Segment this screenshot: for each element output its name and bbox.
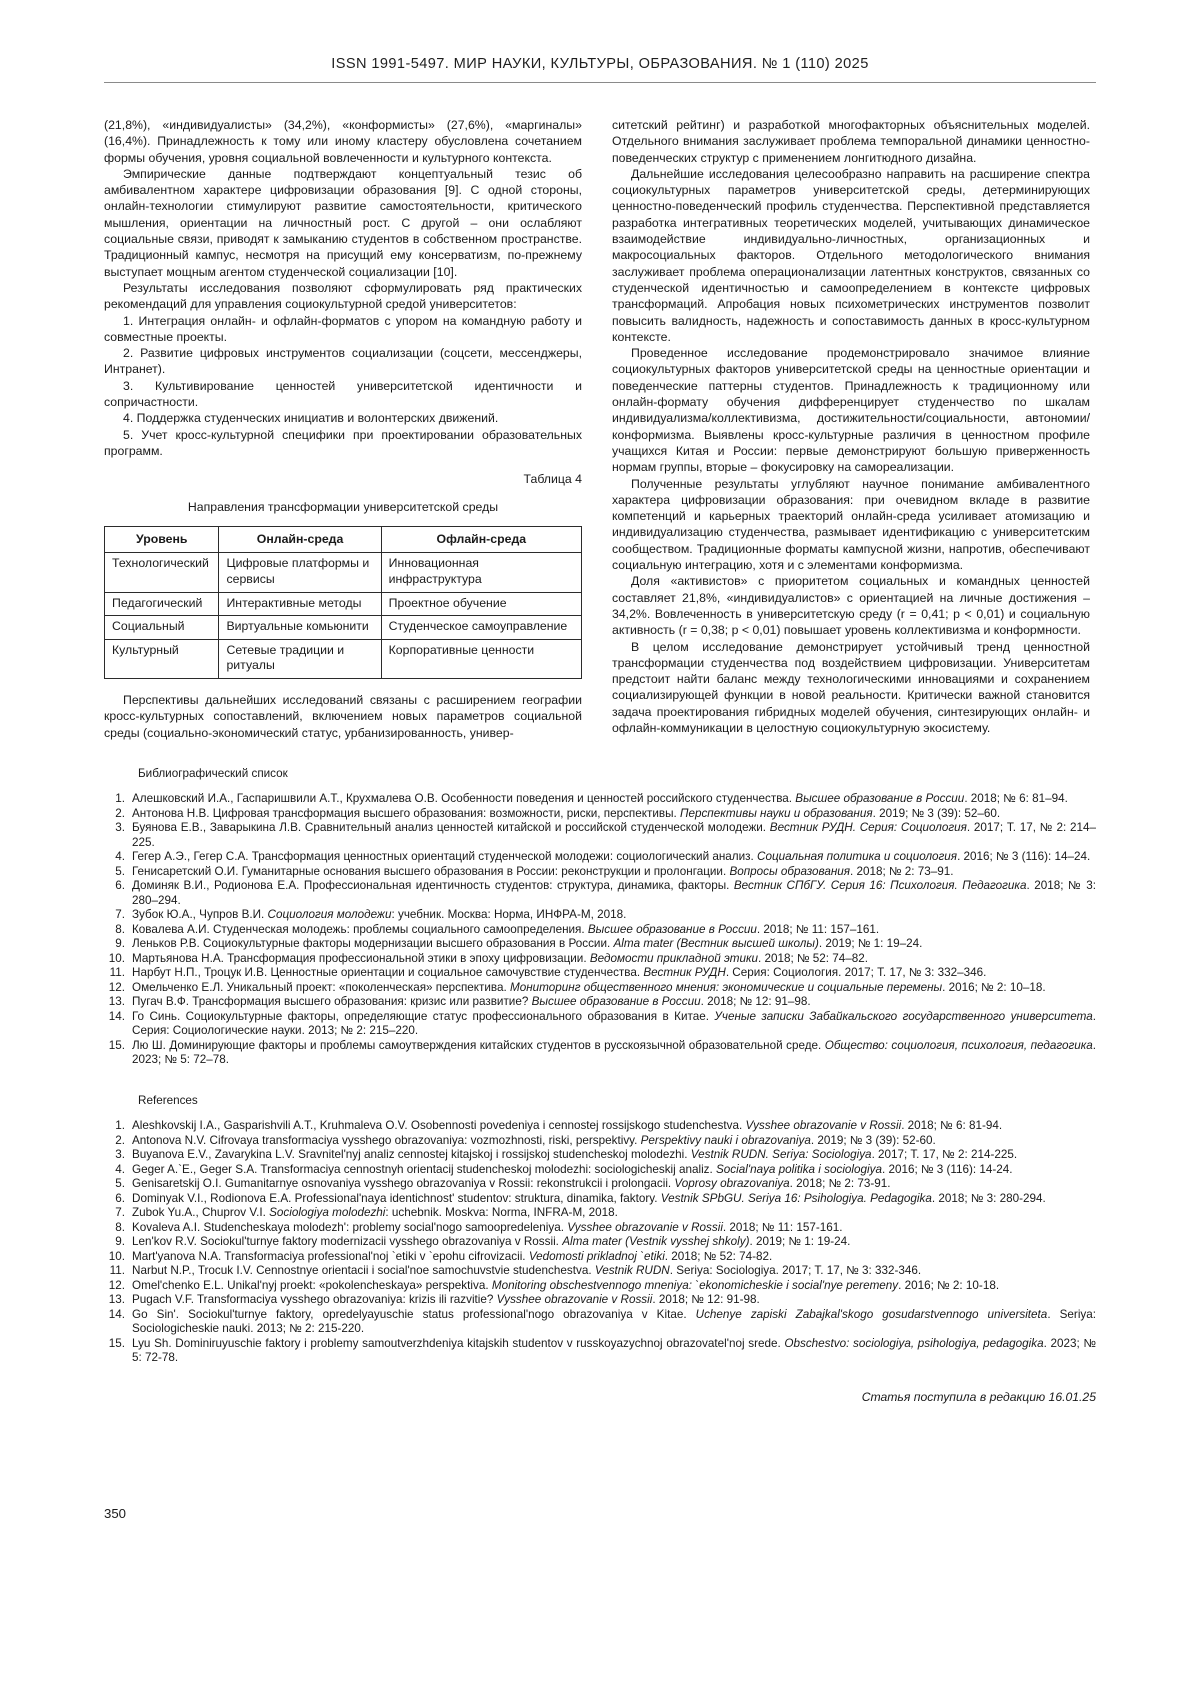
paragraph: Эмпирические данные подтверждают концептуальный тезис об амбивалентном характере цифровизации образования [9]. С одной стороны, онлайн-технологии стимулируют развитие самостоятельности, критического мышления, ориентации на личностный рост. С другой – они ослабляют социальные связи, приводят к замыканию студентов в собственном пространстве. Традиционный кампус, несмотря на присущий ему консерватизм, по-прежнему выступает мощным агентом студенческой социализации [10].	[104, 166, 582, 279]
table-cell: Инновационная инфраструктура	[381, 553, 581, 592]
bibliography-item	[104, 1250, 1096, 1265]
bibliography-item	[104, 1039, 1096, 1068]
bibliography-item-text: Лю Ш. Доминирующие факторы и проблемы самоутверждения китайских студентов в русскоязычной образовательной среде. Общество: социология, психология, педагогика. 2023; № 5: 72–78.	[132, 1038, 1096, 1067]
bibliography-item-text: Genisaretskij O.I. Gumanitarnye osnovaniya vysshego obrazovaniya v Rossii: rekonstrukcii i prolongacii. Voprosy obrazovaniya. 2018; № 2: 73-91.	[132, 1177, 891, 1191]
recommendation-item: 1. Интеграция онлайн- и офлайн-форматов с упором на командную работу и совместные проекты.	[104, 313, 582, 344]
bibliography-item-text: Алешковский И.А., Гаспаришвили А.Т., Крухмалева О.В. Особенности поведения и ценностей российского студенчества. Высшее образование в России. 2018; № 6: 81–94.	[132, 792, 1068, 806]
bibliography-item-text: Буянова Е.В., Заварыкина Л.В. Сравнительный анализ ценностей китайской и российской студенческой молодежи. Вестник РУДН. Серия: Социология. 2017; Т. 17, № 2: 214–225.	[132, 821, 1096, 849]
table-header-cell: Офлайн-среда	[381, 526, 581, 553]
bibliography-item-number: 1.	[115, 792, 125, 806]
bibliography-item	[104, 908, 1096, 923]
table-cell: Социальный	[105, 616, 219, 640]
bibliography-item-number: 13.	[108, 995, 125, 1009]
table-row	[105, 553, 582, 592]
bibliography-item-text: Len'kov R.V. Sociokul'turnye faktory modernizacii vysshego obrazovaniya v Rossii. Alma mater (Vestnik vysshej shkoly). 2019; № 1: 19-24.	[132, 1235, 851, 1249]
bibliography-item-number: 4.	[115, 850, 125, 864]
bibliography-item-number: 9.	[115, 1235, 125, 1249]
table-title: Направления трансформации университетской среды	[187, 499, 499, 514]
table-header-cell: Уровень	[105, 526, 219, 553]
bibliography-item	[104, 850, 1096, 865]
bibliography-item-number: 3.	[115, 1148, 125, 1162]
table-cell: Культурный	[105, 639, 219, 678]
bibliography-item-text: Леньков Р.В. Социокультурные факторы модернизации высшего образования в России. Alma mater (Вестник высшей школы). 2019; № 1: 19–24.	[132, 937, 923, 951]
bibliography-item	[104, 792, 1096, 807]
table-cell: Педагогический	[105, 592, 219, 616]
header-divider	[104, 82, 1096, 83]
journal-issn-line: ISSN 1991-5497. МИР НАУКИ, КУЛЬТУРЫ, ОБРАЗОВАНИЯ. № 1 (110) 2025	[331, 56, 869, 72]
bibliography-item-number: 6.	[115, 1191, 125, 1205]
bibliography-item	[104, 923, 1096, 938]
bibliography-item-number: 10.	[108, 1249, 125, 1263]
bibliography-item-text: Narbut N.P., Trocuk I.V. Cennostnye orientacii i social'noe samochuvstvie studenchestva. Vestnik RUDN. Seriya: Sociologiya. 2017; T. 17, № 3: 332-346.	[132, 1264, 922, 1278]
table-header-cell: Онлайн-среда	[219, 526, 381, 553]
transformation-table	[104, 526, 582, 679]
bibliography-item	[104, 1264, 1096, 1279]
bibliography-item-number: 13.	[108, 1293, 125, 1307]
bibliography-item-text: Aleshkovskij I.A., Gasparishvili A.T., Kruhmaleva O.V. Osobennosti povedeniya i cennostej rossijskogo studenchestva. Vysshee obrazovanie v Rossii. 2018; № 6: 81-94.	[132, 1119, 1003, 1133]
bibliography-item	[104, 821, 1096, 850]
bibliography-item	[104, 879, 1096, 908]
bibliography-heading-en: References	[138, 1093, 198, 1107]
table-header-row	[105, 526, 582, 553]
recommendation-item: 2. Развитие цифровых инструментов социализации (соцсети, мессенджеры, Интранет).	[104, 346, 582, 377]
bibliography-list-en	[104, 1119, 1096, 1366]
bibliography-item-number: 11.	[109, 1264, 125, 1278]
table-row	[105, 616, 582, 640]
recommendation-item: 3. Культивирование ценностей университетской идентичности и сопричастности.	[104, 378, 582, 410]
bibliography-item-text: Mart'yanova N.A. Transformaciya professional'noj `etiki v `epohu cifrovizacii. Vedomosti prikladnoj `etiki. 2018; № 52: 74-82.	[132, 1249, 773, 1263]
bibliography-item-number: 9.	[115, 937, 125, 951]
paragraph: ситетский рейтинг) и разработкой многофакторных объяснительных моделей. Отдельного внимания заслуживает проблема темпоральной динамики ценностно-поведенческих структур с применением лонгитюдного дизайна.	[612, 118, 1090, 165]
bibliography-item-number: 8.	[115, 922, 125, 936]
bibliography-item	[104, 1279, 1096, 1294]
table-label: Таблица 4	[523, 472, 582, 487]
bibliography-item-text: Доминяк В.И., Родионова Е.А. Профессиональная идентичность студентов: структура, динамика, факторы. Вестник СПбГУ. Серия 16: Психология. Педагогика. 2018; № 3: 280–294.	[132, 879, 1096, 907]
bibliography-item-number: 11.	[109, 966, 125, 980]
bibliography-item-number: 2.	[115, 1133, 125, 1147]
paragraph: Полученные результаты углубляют научное понимание амбивалентного характера цифровизации образования: при очевидном вкладе в развитие компетенций и карьерных траекторий онлайн-среда усиливает атомизацию и индивидуализацию студенчества, размывает идентификацию с университетским сообществом. Традиционные форматы кампусной жизни, напротив, обеспечивают социальную интеграцию, хотя и с элементами конформизма.	[612, 476, 1090, 573]
table-cell: Сетевые традиции и ритуалы	[219, 639, 381, 678]
bibliography-item-text: Ковалева А.И. Студенческая молодежь: проблемы социального самоопределения. Высшее образование в России. 2018; № 11: 157–161.	[132, 922, 880, 936]
bibliography-item-number: 2.	[115, 806, 125, 820]
recommendation-item: 5. Учет кросс-культурной специфики при проектировании образовательных программ.	[104, 427, 582, 458]
bibliography-section	[104, 767, 1096, 1366]
bibliography-item-number: 5.	[115, 1177, 125, 1191]
bibliography-item-number: 14.	[108, 1307, 125, 1321]
right-column	[612, 117, 1090, 741]
received-date: Статья поступила в редакцию 16.01.25	[861, 1389, 1096, 1404]
bibliography-item	[104, 981, 1096, 996]
bibliography-item	[104, 937, 1096, 952]
recommendation-item: 4. Поддержка студенческих инициатив и волонтерских движений.	[123, 411, 499, 426]
table-cell: Виртуальные комьюнити	[219, 616, 381, 640]
bibliography-item-text: Омельченко Е.Л. Уникальный проект: «поколенческая» перспектива. Мониторинг общественного мнения: экономические и социальные перемены. 2016; № 2: 10–18.	[132, 980, 1046, 994]
paragraph: Проведенное исследование продемонстрировало значимое влияние социокультурных факторов университетской среды на ценностные ориентации и поведенческие паттерны студентов. Принадлежность к традиционному или онлайн-формату обучения дифференцирует студенчество по шкалам индивидуализма/коллективизма, достижительности/социальности, автономии/конформизма. Выявлены кросс-культурные различия в ценностном профиле учащихся Китая и России: первые демонстрируют большую приверженность нормам группы, вторые – фокусировку на самореализации.	[612, 346, 1090, 475]
paragraph: Дальнейшие исследования целесообразно направить на расширение спектра социокультурных параметров университетской среды, детерминирующих ценностно-поведенческий профиль студенчества. Перспективной представляется разработка интегративных теоретических моделей, учитывающих динамическое взаимодействие индивидуально-личностных, организационных и макросоциальных факторов. Отдельного методологического внимания заслуживает проблема операционализации латентных конструктов, связанных со студенческой идентичностью и самоопределением в контексте цифровых трансформаций. Апробация новых психометрических инструментов позволит повысить валидность, надежность и сопоставимость данных в кросс-культурном контексте.	[612, 166, 1090, 344]
bibliography-item	[104, 865, 1096, 880]
bibliography-item-number: 8.	[115, 1220, 125, 1234]
bibliography-item-text: Генисаретский О.И. Гуманитарные основания высшего образования в России: реконструкции и пролонгации. Вопросы образования. 2018; № 2: 73–91.	[132, 864, 954, 878]
bibliography-item-number: 7.	[115, 908, 125, 922]
bibliography-item-text: Antonova N.V. Cifrovaya transformaciya vysshego obrazovaniya: vozmozhnosti, riski, perspektivy. Perspektivy nauki i obrazovaniya. 2019; № 3 (39): 52-60.	[132, 1133, 936, 1147]
bibliography-item-number: 3.	[115, 821, 125, 835]
bibliography-item-number: 6.	[115, 879, 125, 893]
bibliography-item-number: 14.	[108, 1009, 125, 1023]
article-body	[104, 117, 1096, 741]
bibliography-item-number: 12.	[108, 980, 125, 994]
bibliography-item-number: 10.	[108, 951, 125, 965]
bibliography-item	[104, 995, 1096, 1010]
bibliography-item-text: Мартьянова Н.А. Трансформация профессиональной этики в эпоху цифровизации. Ведомости прикладной этики. 2018; № 52: 74–82.	[132, 951, 869, 965]
bibliography-item	[104, 1134, 1096, 1149]
paragraph: (21,8%), «индивидуалисты» (34,2%), «конформисты» (27,6%), «маргиналы» (16,4%). Принадлежность к тому или иному кластеру обусловлена сочетанием формы обучения, уровня социальной вовлеченности и культурного контекста.	[104, 118, 582, 165]
bibliography-item-text: Go Sin'. Sociokul'turnye faktory, opredelyayuschie status professional'nogo obrazovaniya v Kitae. Uchenye zapiski Zabajkal'skogo gosudarstvennogo universiteta. Seriya: Sociologicheskie nauki. 2013; № 2: 215-220.	[132, 1307, 1097, 1336]
bibliography-item	[104, 1177, 1096, 1192]
table-row	[105, 592, 582, 616]
bibliography-item	[104, 1221, 1096, 1236]
bibliography-item-text: Kovaleva A.I. Studencheskaya molodezh': problemy social'nogo samoopredeleniya. Vysshee obrazovanie v Rossii. 2018; № 11: 157-161.	[132, 1220, 843, 1234]
table-cell: Студенческое самоуправление	[381, 616, 581, 640]
bibliography-item-number: 7.	[115, 1206, 125, 1220]
table-row	[105, 639, 582, 678]
bibliography-heading-ru: Библиографический список	[138, 766, 288, 780]
bibliography-item-text: Пугач В.Ф. Трансформация высшего образования: кризис или развитие? Высшее образование в России. 2018; № 12: 91–98.	[132, 995, 811, 1009]
bibliography-item-text: Geger A.`E., Geger S.A. Transformaciya cennostnyh orientacij studencheskoj molodezhi: sociologicheskij analiz. Social'naya politika i sociologiya. 2016; № 3 (116): 14-24.	[132, 1162, 1013, 1176]
bibliography-item	[104, 1163, 1096, 1178]
bibliography-item-number: 15.	[108, 1038, 125, 1052]
bibliography-item-text: Гегер А.Э., Гегер С.А. Трансформация ценностных ориентаций студенческой молодежи: социологический анализ. Социальная политика и социология. 2016; № 3 (116): 14–24.	[132, 850, 1091, 864]
paragraph: Результаты исследования позволяют сформулировать ряд практических рекомендаций для управления социокультурной средой университетов:	[104, 280, 582, 312]
bibliography-item	[104, 1148, 1096, 1163]
paragraph: Доля «активистов» с приоритетом социальных и командных ценностей составляет 21,8%, «индивидуалистов» с ориентацией на личные достижения – 34,2%. Вовлеченность в университетскую среду (r = 0,41; p < 0,01) и социальную активность (r = 0,38; p < 0,01) повышает уровень коллективизма и конформности.	[612, 574, 1090, 638]
bibliography-item-number: 12.	[108, 1278, 125, 1292]
table-cell: Технологический	[105, 553, 219, 592]
bibliography-item	[104, 1119, 1096, 1134]
bibliography-item	[104, 952, 1096, 967]
bibliography-item-text: Антонова Н.В. Цифровая трансформация высшего образования: возможности, риски, перспективы. Перспективы науки и образования. 2019; № 3 (39): 52–60.	[132, 806, 1001, 820]
paragraph: Перспективы дальнейших исследований связаны с расширением географии кросс-культурных сопоставлений, включением новых параметров социальной среды (социально-экономический статус, урбанизированность, универ-	[104, 692, 582, 740]
bibliography-item-text: Buyanova E.V., Zavarykina L.V. Sravnitel'nyj analiz cennostej kitajskoj i rossijskoj studencheskoj molodezhi. Vestnik RUDN. Seriya: Sociologiya. 2017; T. 17, № 2: 214-225.	[132, 1148, 1018, 1162]
bibliography-list-ru	[104, 792, 1096, 1068]
bibliography-item	[104, 807, 1096, 822]
bibliography-item	[104, 1235, 1096, 1250]
bibliography-item-number: 1.	[115, 1119, 125, 1133]
bibliography-item-text: Pugach V.F. Transformaciya vysshego obrazovaniya: krizis ili razvitie? Vysshee obrazovanie v Rossii. 2018; № 12: 91-98.	[132, 1293, 760, 1307]
bibliography-item-number: 15.	[108, 1336, 125, 1350]
bibliography-item	[104, 1293, 1096, 1308]
bibliography-item-text: Dominyak V.I., Rodionova E.A. Professional'naya identichnost' studentov: struktura, dinamika, faktory. Vestnik SPbGU. Seriya 16: Psihologiya. Pedagogika. 2018; № 3: 280-294.	[132, 1191, 1046, 1205]
page-header	[104, 56, 1096, 83]
bibliography-item-number: 4.	[115, 1162, 125, 1176]
bibliography-item-number: 5.	[115, 864, 125, 878]
bibliography-item	[104, 1206, 1096, 1221]
bibliography-item	[104, 1308, 1096, 1337]
bibliography-item-text: Зубок Ю.А., Чупров В.И. Социология молодежи: учебник. Москва: Норма, ИНФРА-М, 2018.	[132, 908, 627, 922]
bibliography-item-text: Omel'chenko E.L. Unikal'nyj proekt: «pokolencheskaya» perspektiva. Monitoring obschestvennogo mneniya: `ekonomicheskie i social'nye peremeny. 2016; № 2: 10-18.	[132, 1278, 1000, 1292]
bibliography-item-text: Zubok Yu.A., Chuprov V.I. Sociologiya molodezhi: uchebnik. Moskva: Norma, INFRA-M, 2018.	[132, 1206, 618, 1220]
bibliography-item-text: Lyu Sh. Dominiruyuschie faktory i problemy samoutverzhdeniya kitajskih studentov v russkoyazychnoj obrazovatel'noj srede. Obschestvo: sociologiya, psihologiya, pedagogika. 2023; № 5: 72-78.	[132, 1336, 1097, 1365]
left-column	[104, 117, 582, 741]
bibliography-item-text: Нарбут Н.П., Троцук И.В. Ценностные ориентации и социальное самочувствие студенчества. Вестник РУДН. Серия: Социология. 2017; Т. 17, № 3: 332–346.	[132, 966, 987, 980]
bibliography-item-text: Го Синь. Социокультурные факторы, определяющие статус профессионального образования в Китае. Ученые записки Забайкальского государственного университета. Серия: Социологические науки. 2013; № 2: 215–220.	[132, 1009, 1096, 1038]
bibliography-item	[104, 1010, 1096, 1039]
bibliography-item	[104, 1192, 1096, 1207]
table-cell: Интерактивные методы	[219, 592, 381, 616]
paragraph: В целом исследование демонстрирует устойчивый тренд ценностной трансформации студенчества под воздействием цифровизации. Университетам предстоит найти баланс между технологическими инновациями и сохранением социализирующей функции в новой реальности. Критически важной становится задача проектирования гибридных моделей обучения, синтезирующих онлайн- и офлайн-коммуникации в целостную социокультурную экосистему.	[612, 639, 1090, 735]
table-cell: Корпоративные ценности	[381, 639, 581, 678]
bibliography-item	[104, 1337, 1096, 1366]
table-cell: Проектное обучение	[381, 592, 581, 616]
bibliography-item	[104, 966, 1096, 981]
table-cell: Цифровые платформы и сервисы	[219, 553, 381, 592]
page-number: 350	[104, 1506, 127, 1521]
